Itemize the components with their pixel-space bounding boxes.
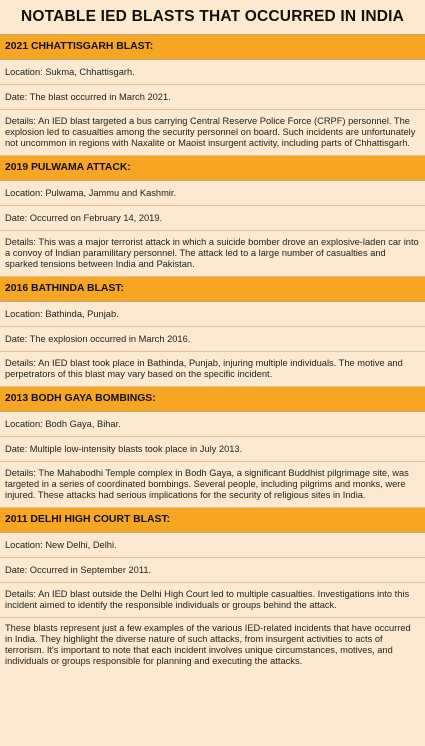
details-text: Details: An IED blast outside the Delhi High Court led to multiple casualties. Investigations into this incident aimed to identify the responsible individuals or groups behind the attack.	[5, 589, 410, 610]
section-heading: 2013 BODH GAYA BOMBINGS:	[0, 387, 425, 412]
date-row	[0, 327, 425, 352]
details-row	[0, 231, 425, 277]
location-row	[0, 302, 425, 327]
section-heading: 2016 BATHINDA BLAST:	[0, 277, 425, 302]
location-row	[0, 533, 425, 558]
section-heading: 2019 PULWAMA ATTACK:	[0, 156, 425, 181]
date-row	[0, 206, 425, 231]
location-row	[0, 412, 425, 437]
date-text: Date: The explosion occurred in March 2016.	[5, 333, 191, 344]
details-row	[0, 352, 425, 387]
location-text: Location: Pulwama, Jammu and Kashmir.	[5, 187, 177, 198]
location-text: Location: New Delhi, Delhi.	[5, 539, 117, 550]
location-text: Location: Bathinda, Punjab.	[5, 308, 119, 319]
date-text: Date: The blast occurred in March 2021.	[5, 91, 171, 102]
details-text: Details: This was a major terrorist attack in which a suicide bomber drove an explosive-laden car into a convoy of Indian paramilitary personnel. The attack led to a large number of casualties and sparked tensions between India and Pakistan.	[5, 237, 419, 269]
date-row	[0, 85, 425, 110]
details-text: Details: The Mahabodhi Temple complex in Bodh Gaya, a significant Buddhist pilgrimage site, was targeted in a series of coordinated bombings. Several people, including pilgrims and monks, were injured. These attacks had serious implications for the security of religious sites in India.	[5, 468, 409, 500]
date-text: Date: Multiple low-intensity blasts took place in July 2013.	[5, 443, 243, 454]
details-row	[0, 110, 425, 156]
location-row	[0, 181, 425, 206]
section-heading: 2011 DELHI HIGH COURT BLAST:	[0, 508, 425, 533]
details-row	[0, 583, 425, 618]
conclusion-row	[0, 618, 425, 673]
details-text: Details: An IED blast took place in Bathinda, Punjab, injuring multiple individuals. The motive and perpetrators of this blast may vary based on the specific incident.	[5, 358, 403, 379]
details-row	[0, 462, 425, 508]
date-text: Date: Occurred in September 2011.	[5, 564, 152, 575]
page-title: NOTABLE IED BLASTS THAT OCCURRED IN INDIA	[0, 0, 425, 35]
conclusion-text: These blasts represent just a few examples of the various IED-related incidents that have occurred in India. They highlight the diverse nature of such attacks, from insurgent activities to acts of terrorism. It's important to note that each incident involves unique circumstances, motives, and individuals or groups responsible for planning and executing the attacks.	[5, 623, 411, 666]
date-row	[0, 558, 425, 583]
location-row	[0, 60, 425, 85]
location-text: Location: Bodh Gaya, Bihar.	[5, 418, 121, 429]
date-row	[0, 437, 425, 462]
date-text: Date: Occurred on February 14, 2019.	[5, 212, 163, 223]
section-heading: 2021 CHHATTISGARH BLAST:	[0, 35, 425, 60]
location-text: Location: Sukma, Chhattisgarh.	[5, 66, 135, 77]
details-text: Details: An IED blast targeted a bus carrying Central Reserve Police Force (CRPF) personnel. The explosion led to casualties among the security personnel on board. Such incidents are unfortunately not uncommon in regions with Naxalite or Maoist insurgent activity, including parts of Chhattisgarh.	[5, 116, 416, 148]
